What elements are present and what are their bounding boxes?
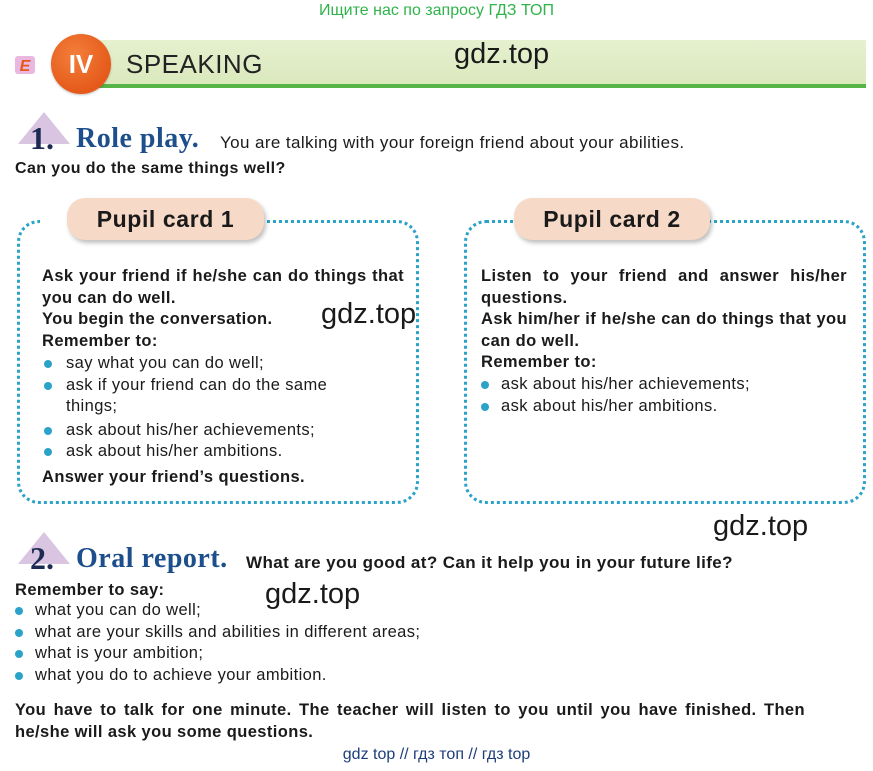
svg-text:E: E — [19, 58, 31, 75]
list-item: say what you can do well; — [42, 353, 372, 375]
list-item: ask about his/her ambitions. — [42, 441, 372, 463]
footer-watermark: gdz top // гдз топ // гдз top — [342, 746, 531, 763]
task2-list — [15, 600, 535, 686]
card2-intro — [481, 266, 847, 374]
card1-remember: Remember to: — [42, 331, 158, 350]
list-item: ask about his/her ambitions. — [481, 396, 841, 418]
task2-remember: Remember to say: — [15, 581, 165, 599]
card2-intro-line: Listen to your friend and answer his/her questions. — [481, 267, 847, 307]
card1-closing: Answer your friend’s questions. — [42, 468, 306, 486]
watermark: gdz.top — [454, 38, 550, 70]
list-item: what you can do well; — [15, 600, 535, 622]
list-item: what you do to achieve your ambition. — [15, 665, 535, 687]
watermark: gdz.top — [265, 578, 361, 610]
task-question: Can you do the same things well? — [15, 160, 286, 177]
task-title: Oral report. — [76, 543, 228, 574]
watermark: gdz.top — [321, 298, 417, 330]
task-number: 2. — [30, 540, 54, 576]
list-item: ask if your friend can do the same things; — [42, 375, 372, 418]
task-number: 1. — [30, 120, 54, 156]
section-title: SPEAKING — [126, 49, 263, 79]
pupil-card-2-label: Pupil card 2 — [514, 198, 710, 240]
task-title: Role play. — [76, 123, 200, 154]
task-instruction: What are you good at? Can it help you in your future life? — [246, 553, 733, 572]
unit-number-badge: IV — [51, 34, 111, 94]
card2-list — [481, 374, 841, 417]
card1-list — [42, 353, 372, 463]
card2-remember: Remember to: — [481, 353, 597, 371]
card2-intro-line: Ask him/her if he/she can do things that you can do well. — [481, 310, 847, 350]
top-banner: Ищите нас по запросу ГДЗ ТОП — [319, 2, 554, 19]
card1-intro-line: Ask your friend if he/she can do things that you can do well. — [42, 267, 404, 307]
list-item: ask about his/her achievements; — [481, 374, 841, 396]
task-instruction: You are talking with your foreign friend about your abilities. — [220, 133, 685, 152]
card-gap — [40, 216, 66, 224]
list-item: ask about his/her achievements; — [42, 420, 372, 442]
list-item: what are your skills and abilities in different areas; — [15, 622, 535, 644]
e-logo-icon — [14, 55, 36, 75]
pupil-card-1-label: Pupil card 1 — [67, 198, 264, 240]
task2-closing: You have to talk for one minute. The teacher will listen to you until you have finished. Then he/she will ask you some questions. — [15, 701, 805, 741]
list-item: what is your ambition; — [15, 643, 535, 665]
watermark: gdz.top — [713, 510, 809, 542]
card1-intro-line: You begin the conversation. — [42, 310, 273, 328]
